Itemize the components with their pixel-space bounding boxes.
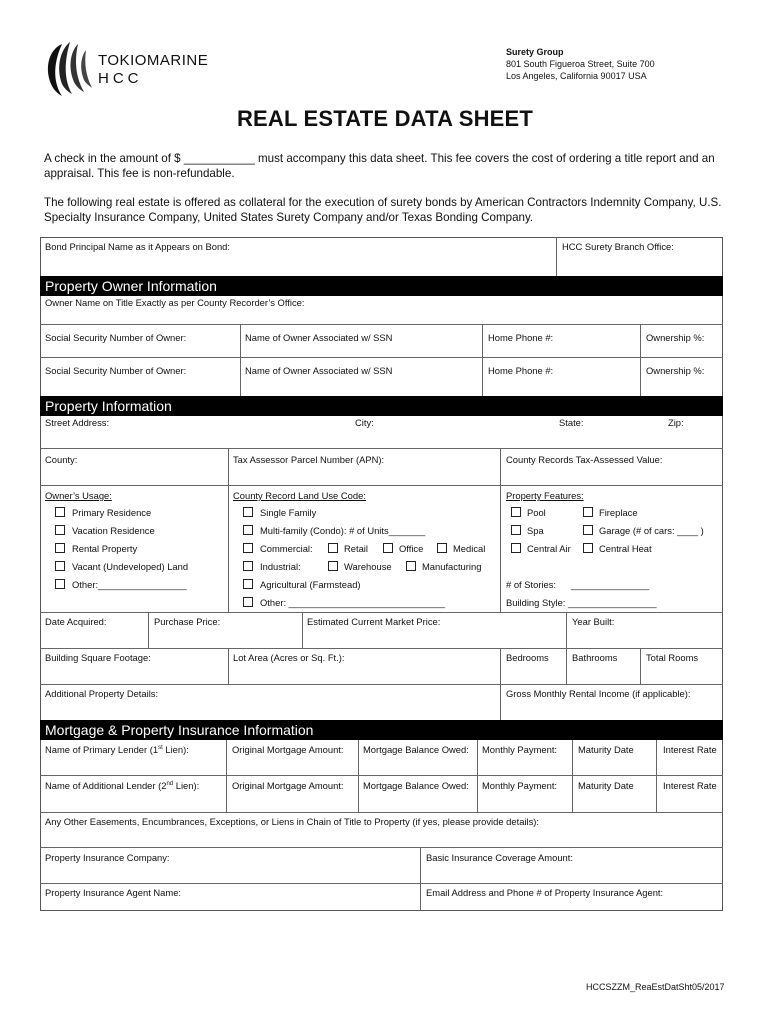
logo-text-line2: HCC: [98, 70, 143, 87]
divider: [40, 775, 723, 776]
owner-ownership-field[interactable]: Ownership %:: [646, 332, 705, 343]
additional-lender-suffix: Lien):: [173, 780, 200, 791]
divider: [40, 612, 723, 613]
divider: [640, 648, 641, 684]
divider: [40, 448, 723, 449]
maturity-date-field[interactable]: Maturity Date: [578, 780, 634, 791]
vacation-residence-label: Vacation Residence: [72, 525, 155, 536]
street-address-field[interactable]: Street Address:: [45, 417, 110, 428]
property-features-heading: Property Features:: [506, 490, 584, 501]
date-acquired-field[interactable]: Date Acquired:: [45, 616, 107, 627]
divider: [40, 357, 723, 358]
fee-notice: A check in the amount of $ ___________ must accompany this data sheet. This fee covers the cost of ordering a title report and an appraisal. This fee is non-refundable.: [44, 152, 715, 180]
divider: [40, 324, 723, 325]
square-footage-field[interactable]: Building Square Footage:: [45, 652, 151, 663]
original-mortgage-field[interactable]: Original Mortgage Amount:: [232, 744, 344, 755]
owner-phone-field[interactable]: Home Phone #:: [488, 332, 554, 343]
mortgage-balance-field[interactable]: Mortgage Balance Owed:: [363, 744, 469, 755]
divider: [500, 448, 501, 612]
rental-property-label: Rental Property: [72, 543, 138, 554]
agent-name-field[interactable]: Property Insurance Agent Name:: [45, 887, 182, 898]
year-built-field[interactable]: Year Built:: [572, 616, 615, 627]
vacant-land-label: Vacant (Undeveloped) Land: [72, 561, 189, 572]
additional-lender-field[interactable]: [45, 780, 199, 791]
agent-contact-field[interactable]: Email Address and Phone # of Property Insurance Agent:: [426, 887, 664, 898]
collateral-notice: The following real estate is offered as collateral for the execution of surety bonds by American Contractors Indemnity Company, U.S. Specialty Insurance Company, United States Surety Company and/or Texas Bonding Company.: [44, 196, 722, 224]
purchase-price-field[interactable]: Purchase Price:: [154, 616, 221, 627]
monthly-payment-field[interactable]: Monthly Payment:: [482, 744, 558, 755]
logo-text-line1: TOKIOMARINE: [98, 52, 209, 69]
divider: [40, 883, 723, 884]
mortgage-balance-field[interactable]: Mortgage Balance Owed:: [363, 780, 469, 791]
divider: [566, 648, 567, 684]
primary-lender-sup: st: [158, 744, 163, 751]
agricultural-label: Agricultural (Farmstead): [260, 579, 361, 590]
land-use-other-checkbox[interactable]: [243, 597, 253, 607]
divider: [420, 847, 421, 911]
divider: [40, 648, 723, 649]
bond-principal-field[interactable]: Bond Principal Name as it Appears on Bond:: [45, 241, 231, 252]
divider: [640, 324, 641, 396]
primary-lender-field[interactable]: [45, 744, 189, 755]
retail-label: Retail: [344, 543, 368, 554]
company-address: [506, 46, 655, 82]
fireplace-label: Fireplace: [599, 507, 638, 518]
original-mortgage-field[interactable]: Original Mortgage Amount:: [232, 780, 344, 791]
spa-label: Spa: [527, 525, 544, 536]
owner-ssn-name-field[interactable]: Name of Owner Associated w/ SSN: [245, 365, 393, 376]
divider: [40, 812, 723, 813]
usage-other-label[interactable]: Other:_________________: [72, 579, 187, 590]
land-use-other-label[interactable]: Other: ______________________________: [260, 597, 446, 608]
divider: [566, 612, 567, 648]
market-price-field[interactable]: Estimated Current Market Price:: [307, 616, 441, 627]
tokio-marine-hcc-logo: [44, 40, 244, 100]
divider: [656, 740, 657, 812]
multi-family-label[interactable]: Multi-family (Condo): # of Units_______: [260, 525, 426, 536]
primary-lender-suffix: Lien):: [162, 744, 189, 755]
state-field[interactable]: State:: [559, 417, 584, 428]
address-org: Surety Group: [506, 47, 564, 57]
divider: [556, 237, 557, 276]
commercial-checkbox[interactable]: [243, 543, 253, 553]
divider: [240, 324, 241, 396]
owner-ssn-field[interactable]: Social Security Number of Owner:: [45, 365, 187, 376]
owner-ssn-field[interactable]: Social Security Number of Owner:: [45, 332, 187, 343]
medical-label: Medical: [453, 543, 486, 554]
central-heat-checkbox[interactable]: [583, 543, 593, 553]
manufacturing-label: Manufacturing: [422, 561, 482, 572]
retail-checkbox[interactable]: [328, 543, 338, 553]
office-checkbox[interactable]: [383, 543, 393, 553]
interest-rate-field[interactable]: Interest Rate: [663, 744, 717, 755]
divider: [500, 684, 501, 720]
divider: [477, 740, 478, 812]
section-title-owner: Property Owner Information: [45, 278, 217, 294]
multi-family-checkbox[interactable]: [243, 525, 253, 535]
pool-label: Pool: [527, 507, 546, 518]
maturity-date-field[interactable]: Maturity Date: [578, 744, 634, 755]
building-style-field[interactable]: Building Style: _________________: [506, 597, 657, 608]
apn-field[interactable]: Tax Assessor Parcel Number (APN):: [233, 454, 385, 465]
primary-residence-checkbox[interactable]: [55, 507, 65, 517]
single-family-label: Single Family: [260, 507, 317, 518]
rental-property-checkbox[interactable]: [55, 543, 65, 553]
owner-name-field[interactable]: Owner Name on Title Exactly as per County Recorder’s Office:: [45, 297, 305, 308]
commercial-label: Commercial:: [260, 543, 313, 554]
section-title-property: Property Information: [45, 398, 172, 414]
divider: [226, 740, 227, 812]
monthly-payment-field[interactable]: Monthly Payment:: [482, 780, 558, 791]
single-family-checkbox[interactable]: [243, 507, 253, 517]
address-street: 801 South Figueroa Street, Suite 700: [506, 59, 655, 69]
owner-usage-heading: Owner’s Usage:: [45, 490, 112, 501]
vacation-residence-checkbox[interactable]: [55, 525, 65, 535]
insurance-company-field[interactable]: Property Insurance Company:: [45, 852, 170, 863]
fireplace-checkbox[interactable]: [583, 507, 593, 517]
industrial-label: Industrial:: [260, 561, 301, 572]
lot-area-field[interactable]: Lot Area (Acres or Sq. Ft.):: [233, 652, 345, 663]
divider: [572, 740, 573, 812]
assessed-value-field[interactable]: County Records Tax-Assessed Value:: [506, 454, 663, 465]
city-field[interactable]: City:: [355, 417, 374, 428]
total-rooms-field[interactable]: Total Rooms: [646, 652, 699, 663]
owner-ssn-name-field[interactable]: Name of Owner Associated w/ SSN: [245, 332, 393, 343]
divider: [40, 847, 723, 848]
section-title-mortgage: Mortgage & Property Insurance Information: [45, 722, 314, 738]
county-field[interactable]: County:: [45, 454, 78, 465]
zip-field[interactable]: Zip:: [668, 417, 684, 428]
manufacturing-checkbox[interactable]: [406, 561, 416, 571]
divider: [40, 684, 723, 685]
address-city: Los Angeles, California 90017 USA: [506, 71, 647, 81]
bathrooms-field[interactable]: Bathrooms: [572, 652, 618, 663]
owner-ownership-field[interactable]: Ownership %:: [646, 365, 705, 376]
spa-checkbox[interactable]: [511, 525, 521, 535]
warehouse-label: Warehouse: [344, 561, 392, 572]
branch-office-field[interactable]: HCC Surety Branch Office:: [562, 241, 674, 252]
vacant-land-checkbox[interactable]: [55, 561, 65, 571]
agricultural-checkbox[interactable]: [243, 579, 253, 589]
divider: [500, 648, 501, 684]
additional-details-field[interactable]: Additional Property Details:: [45, 688, 159, 699]
warehouse-checkbox[interactable]: [328, 561, 338, 571]
divider: [228, 648, 229, 684]
logo-mark-icon: [44, 40, 94, 98]
form-code: HCCSZZM_ReaEstDatSht05/2017: [586, 982, 725, 992]
additional-lender-sup: nd: [166, 780, 174, 787]
divider: [358, 740, 359, 812]
industrial-checkbox[interactable]: [243, 561, 253, 571]
divider: [40, 485, 723, 486]
primary-lender-label: Name of Primary Lender (1: [45, 744, 159, 755]
medical-checkbox[interactable]: [437, 543, 447, 553]
owner-phone-field[interactable]: Home Phone #:: [488, 365, 554, 376]
divider: [148, 612, 149, 648]
central-heat-label: Central Heat: [599, 543, 652, 554]
central-air-label: Central Air: [527, 543, 571, 554]
land-use-heading: County Record Land Use Code:: [233, 490, 366, 501]
pool-checkbox[interactable]: [511, 507, 521, 517]
usage-other-checkbox[interactable]: [55, 579, 65, 589]
page-title: REAL ESTATE DATA SHEET: [236, 106, 534, 131]
divider: [482, 324, 483, 396]
bedrooms-field[interactable]: Bedrooms: [506, 652, 549, 663]
rental-income-field[interactable]: Gross Monthly Rental Income (if applicable):: [506, 688, 691, 699]
interest-rate-field[interactable]: Interest Rate: [663, 780, 717, 791]
stories-field[interactable]: _______________: [571, 579, 650, 590]
garage-label[interactable]: Garage (# of cars: ____ ): [599, 525, 704, 536]
stories-label: # of Stories:: [506, 579, 557, 590]
office-label: Office: [399, 543, 424, 554]
central-air-checkbox[interactable]: [511, 543, 521, 553]
coverage-amount-field[interactable]: Basic Insurance Coverage Amount:: [426, 852, 573, 863]
primary-residence-label: Primary Residence: [72, 507, 152, 518]
additional-lender-label: Name of Additional Lender (2: [45, 780, 167, 791]
easements-field[interactable]: Any Other Easements, Encumbrances, Exceptions, or Liens in Chain of Title to Property (if yes, please provide details):: [45, 816, 539, 827]
divider: [302, 612, 303, 648]
garage-checkbox[interactable]: [583, 525, 593, 535]
divider: [228, 448, 229, 612]
